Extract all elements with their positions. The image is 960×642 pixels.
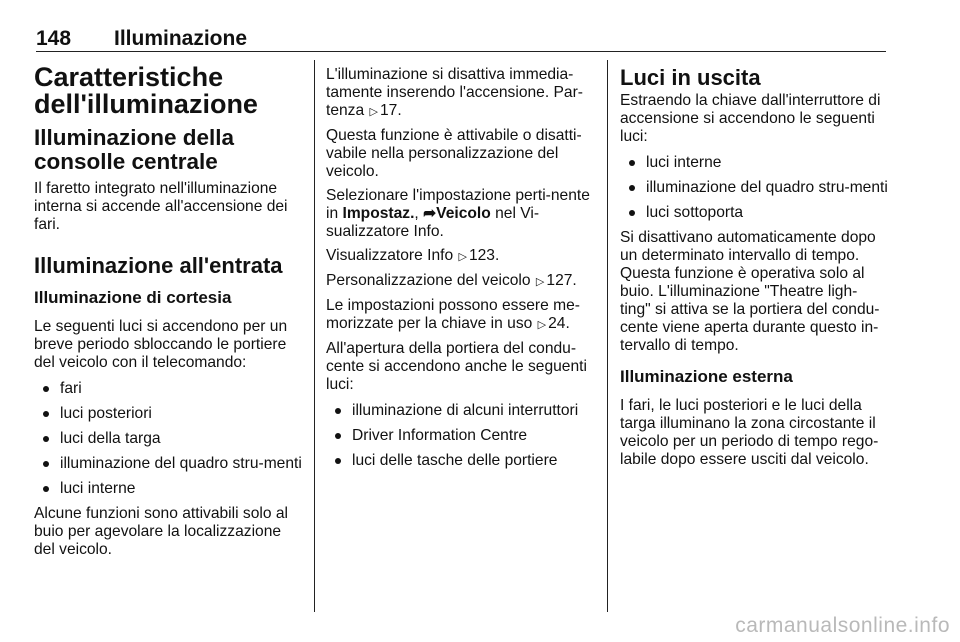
list-item: luci interne [620,154,888,172]
paragraph-uscita: Estraendo la chiave dall'interruttore di accensione si accendono le seguenti luci: [620,92,881,145]
column-divider-2 [607,60,608,612]
paragraph-ref-info: Visualizzatore Info ▷ 123. [326,247,500,264]
list-item: Driver Information Centre [326,427,594,445]
paragraph-personalizzazione: Questa funzione è attivabile o disatti-vabile nella personalizzazione del veicolo. [326,127,582,180]
paragraph-memorizzate: Le impostazioni possono essere me-morizzate per la chiave in uso ▷ 24. [326,297,580,332]
heading-consolle-centrale: Illuminazione della consolle centrale [34,125,235,174]
list-item: illuminazione di alcuni interruttori [326,402,594,420]
paragraph-disattiva: L'illuminazione si disattiva immedia-tamente inserendo l'accensione. Par-tenza ▷ 17. [326,66,583,119]
page-number: 148 [36,27,72,50]
list-item: luci posteriori [34,405,302,423]
menu-path-veicolo: Veicolo [436,205,491,222]
list-item: illuminazione del quadro stru-menti [620,179,888,197]
page-ref-arrow-icon: ▷ [458,251,467,263]
paragraph-esterna: I fari, le luci posteriori e le luci della targa illuminano la zona circostante il veicolo per un periodo di tempo rego-labile dopo essere usciti dal veicolo. [620,397,879,468]
heading-cortesia: Illuminazione di cortesia [34,288,232,307]
page-ref-arrow-icon: ▷ [369,106,378,118]
header-rule [36,51,886,52]
section-heading-caratteristiche: Caratteristiche dell'illuminazione [34,62,258,119]
paragraph-apertura: All'apertura della portiera del condu-cente si accendono anche le seguenti luci: [326,340,587,393]
column-3 [620,60,888,475]
list-cortesia [34,380,302,498]
list-item: luci della targa [34,430,302,448]
heading-illuminazione-esterna: Illuminazione esterna [620,367,793,386]
paragraph-consolle: Il faretto integrato nell'illuminazione interna si accende all'accensione dei fari. [34,180,288,233]
paragraph-ref-personalizzazione: Personalizzazione del veicolo ▷ 127. [326,272,577,289]
heading-luci-uscita: Luci in uscita [620,65,761,90]
list-item: fari [34,380,302,398]
paragraph-disattivano: Si disattivano automaticamente dopo un determinato intervallo di tempo. Questa funzione è operativa solo al buio. L'illuminazione "Theatre ligh-ting" si attiva se la portiera del condu-cente viene aperta durante questo in-tervallo di tempo. [620,229,880,354]
list-item: luci interne [34,480,302,498]
column-2 [326,60,594,477]
list-item: luci delle tasche delle portiere [326,452,594,470]
page-ref-arrow-icon: ▷ [535,276,545,288]
watermark: carmanualsonline.info [735,614,950,637]
running-title: Illuminazione [114,27,248,50]
heading-illuminazione-entrata: Illuminazione all'entrata [34,253,283,278]
column-divider-1 [314,60,315,612]
column-1 [34,60,302,565]
list-item: illuminazione del quadro stru-menti [34,455,302,473]
list-apertura [326,402,594,470]
menu-path-impostaz: Impostaz. [342,205,415,222]
menu-arrow-icon: ➦ [423,205,437,222]
list-item: luci sottoporta [620,204,888,222]
paragraph-impostazione: Selezionare l'impostazione perti-nente in Impostaz., ➦Veicolo nel Vi-sualizzatore Info. [326,187,590,240]
list-uscita [620,154,888,222]
paragraph-cortesia: Le seguenti luci si accendono per un breve periodo sbloccando le portiere del veicolo con il telecomando: [34,318,288,371]
page-ref-arrow-icon: ▷ [537,319,547,331]
paragraph-buio: Alcune funzioni sono attivabili solo al buio per agevolare la localizzazione del veicolo. [34,505,288,558]
page-header [36,27,886,51]
